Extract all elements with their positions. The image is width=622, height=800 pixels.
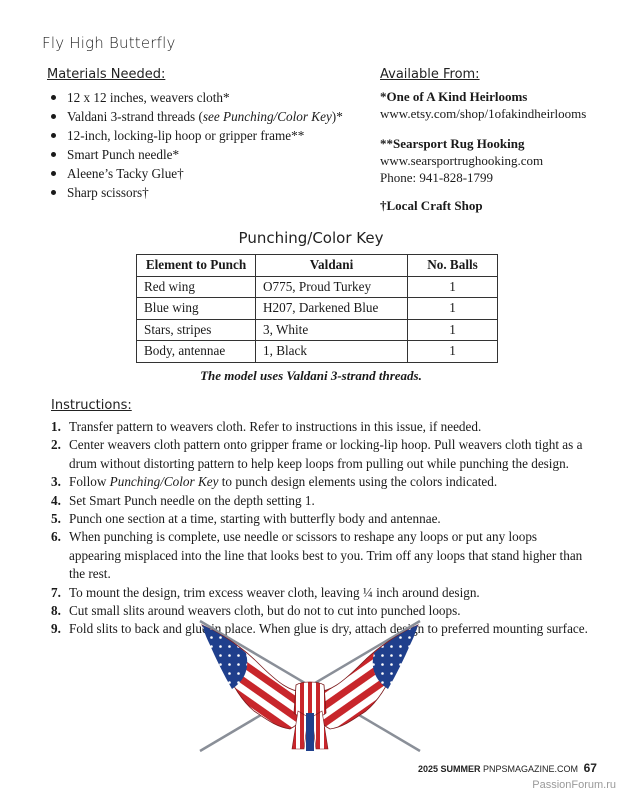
cell-element: Body, antennae [137,341,256,363]
cell-balls: 1 [408,276,498,298]
step-text: Follow [69,474,110,490]
step-text: Set Smart Punch needle on the depth setting 1. [69,492,315,508]
list-item: Aleene’s Tacky Glue† [50,164,343,183]
step-number: 1. [51,419,61,434]
color-key-table [136,254,498,363]
step-emphasis: Punching/Color Key [109,474,219,490]
step-text: To mount the design, trim excess weaver cloth, leaving ¼ inch around design. [69,584,480,600]
step-text: Punch one section at a time, starting with butterfly body and antennae. [69,511,441,527]
header-element: Element to Punch [137,255,256,277]
table-row [137,341,498,363]
page-title: Fly High Butterfly [42,34,176,52]
cell-valdani: 1, Black [256,341,408,363]
cell-valdani: O775, Proud Turkey [256,276,408,298]
table-row [137,298,498,320]
cell-element: Blue wing [137,298,256,320]
source-searsport [380,135,543,186]
flag-butterfly-illustration [180,615,440,755]
step-number: 5. [51,511,61,527]
list-item: 12 x 12 inches, weavers cloth* [50,88,343,107]
source-name: †Local Craft Shop [380,198,483,213]
flag-tail-center [306,713,314,751]
step-text: Cut small slits around weavers cloth, but do not to cut into punched loops. [69,603,461,619]
footer-site: PNPSMAGAZINE.COM [483,764,579,774]
source-url: www.searsportrughooking.com [380,153,544,168]
cell-valdani: H207, Darkened Blue [256,298,408,320]
color-key-note: The model uses Valdani 3-strand threads. [200,368,422,383]
step-number: 3. [51,474,61,490]
cell-element: Stars, stripes [137,319,256,341]
step-number: 8. [51,603,61,619]
materials-list [50,88,343,202]
source-heirlooms [380,88,586,122]
step-item [51,584,591,602]
table-row [137,319,498,341]
header-valdani: Valdani [256,255,408,277]
step-item [51,418,591,436]
list-item: Smart Punch needle* [50,145,343,164]
list-item: Sharp scissors† [50,183,343,202]
cell-valdani: 3, White [256,319,408,341]
footer-issue: 2025 SUMMER [418,764,481,774]
step-number: 4. [51,492,61,508]
step-text: Center weavers cloth pattern onto gripper frame or locking-lip hoop. Pull weavers cloth tight as a drum without distorting pattern to help keep loops from pulling out while punching the design. [69,437,583,471]
cell-balls: 1 [408,298,498,320]
table-header-row [137,255,498,277]
step-number: 7. [51,584,61,600]
step-item [51,436,591,473]
step-number: 2. [51,437,61,453]
list-item-text: Valdani 3-strand threads ( [67,109,203,124]
step-text: Fold slits to back and glue in place. When glue is dry, attach design to preferred mounting surface. [69,621,588,637]
step-item [51,473,591,491]
instructions-list [51,418,591,639]
cell-element: Red wing [137,276,256,298]
page-number: 67 [583,761,597,775]
step-item [51,528,591,583]
list-item-text: )* [331,109,343,124]
cell-balls: 1 [408,341,498,363]
available-heading: Available From: [380,67,480,82]
step-text: When punching is complete, use needle or scissors to reshape any loops or put any loops appearing misplaced into the line that looks best to you. Trim off any loops that stand higher than the rest. [69,529,583,582]
source-phone: Phone: 941-828-1799 [380,170,494,185]
color-key-title: Punching/Color Key [238,229,384,247]
instructions-heading: Instructions: [51,398,132,413]
table-row [137,276,498,298]
materials-heading: Materials Needed: [47,67,166,82]
step-number: 6. [51,529,61,545]
list-item-emphasis: see Punching/Color Key [202,109,332,124]
source-name: **Searsport Rug Hooking [380,136,525,151]
header-balls: No. Balls [408,255,498,277]
source-local [380,197,483,214]
step-text: Transfer pattern to weavers cloth. Refer to instructions in this issue, if needed. [69,419,482,434]
source-name: *One of A Kind Heirlooms [380,89,528,104]
watermark: PassionForum.ru [532,779,616,791]
step-item [51,510,591,528]
source-url: www.etsy.com/shop/1ofakindheirlooms [380,106,587,121]
step-text: to punch design elements using the colors indicated. [218,474,498,490]
step-number: 9. [51,621,61,637]
page-footer [418,761,597,775]
step-item [51,492,591,510]
cell-balls: 1 [408,319,498,341]
list-item: 12-inch, locking-lip hoop or gripper frame** [50,126,343,145]
list-item [50,107,343,126]
